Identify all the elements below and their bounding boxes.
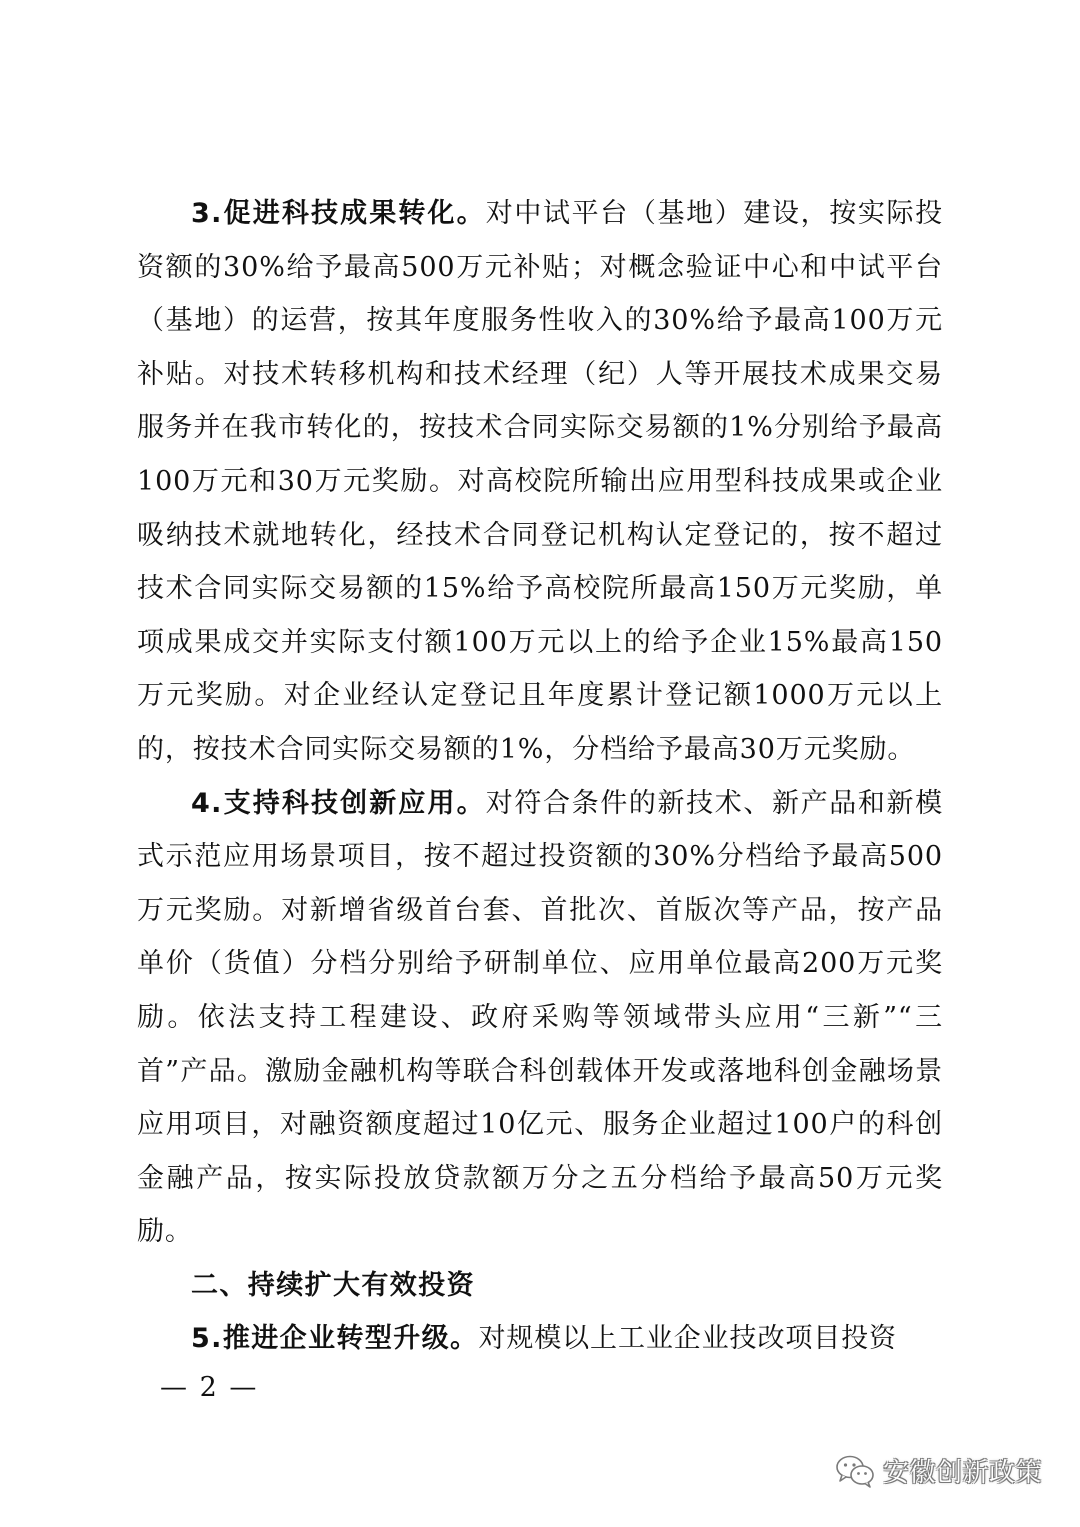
paragraph-lead: 3.促进科技成果转化。	[191, 198, 486, 229]
paragraph-text: 对中试平台（基地）建设，按实际投资额的30%给予最高500万元补贴；对概念验证中心和中试平台（基地）的运营，按其年度服务性收入的30%给予最高100万元补贴。对技术转移机构和技术经理（纪）人等开展技术成果交易服务并在我市转化的，按技术合同实际交易额的1%分别给予最高100万元和30万元奖励。对高校院所输出应用型科技成果或企业吸纳技术就地转化，经技术合同登记机构认定登记的，按不超过技术合同实际交易额的15%给予高校院所最高150万元奖励，单项成果成交并实际支付额100万元以上的给予企业15%最高150万元奖励。对企业经认定登记且年度累计登记额1000万元以上的，按技术合同实际交易额的1%，分档给予最高30万元奖励。	[137, 198, 943, 765]
watermark	[835, 1452, 1042, 1489]
paragraph-lead: 4.支持科技创新应用。	[191, 787, 486, 819]
page-number: — 2 —	[160, 1372, 259, 1403]
section-heading: 二、持续扩大有效投资	[191, 1269, 475, 1301]
paragraph-item-3	[137, 187, 943, 777]
paragraph-text: 对规模以上工业企业技改项目投资	[478, 1323, 897, 1355]
wechat-icon	[835, 1454, 875, 1488]
paragraph-text: 对符合条件的新技术、新产品和新模式示范应用场景项目，按不超过投资额的30%分档给予最高500万元奖励。对新增省级首台套、首批次、首版次等产品，按产品单价（货值）分档分别给予研制单位、应用单位最高200万元奖励。依法支持工程建设、政府采购等领域带头应用“三新”“三首”产品。激励金融机构等联合科创载体开发或落地科创金融场景应用项目，对融资额度超过10亿元、服务企业超过100户的科创金融产品，按实际投放贷款额万分之五分档给予最高50万元奖励。	[137, 787, 943, 1248]
paragraph-item-4	[137, 777, 943, 1259]
watermark-text: 安徽创新政策	[882, 1458, 1042, 1488]
document-body	[137, 187, 943, 1366]
paragraph-lead: 5.推进企业转型升级。	[191, 1323, 479, 1355]
paragraph-item-5	[137, 1312, 943, 1366]
